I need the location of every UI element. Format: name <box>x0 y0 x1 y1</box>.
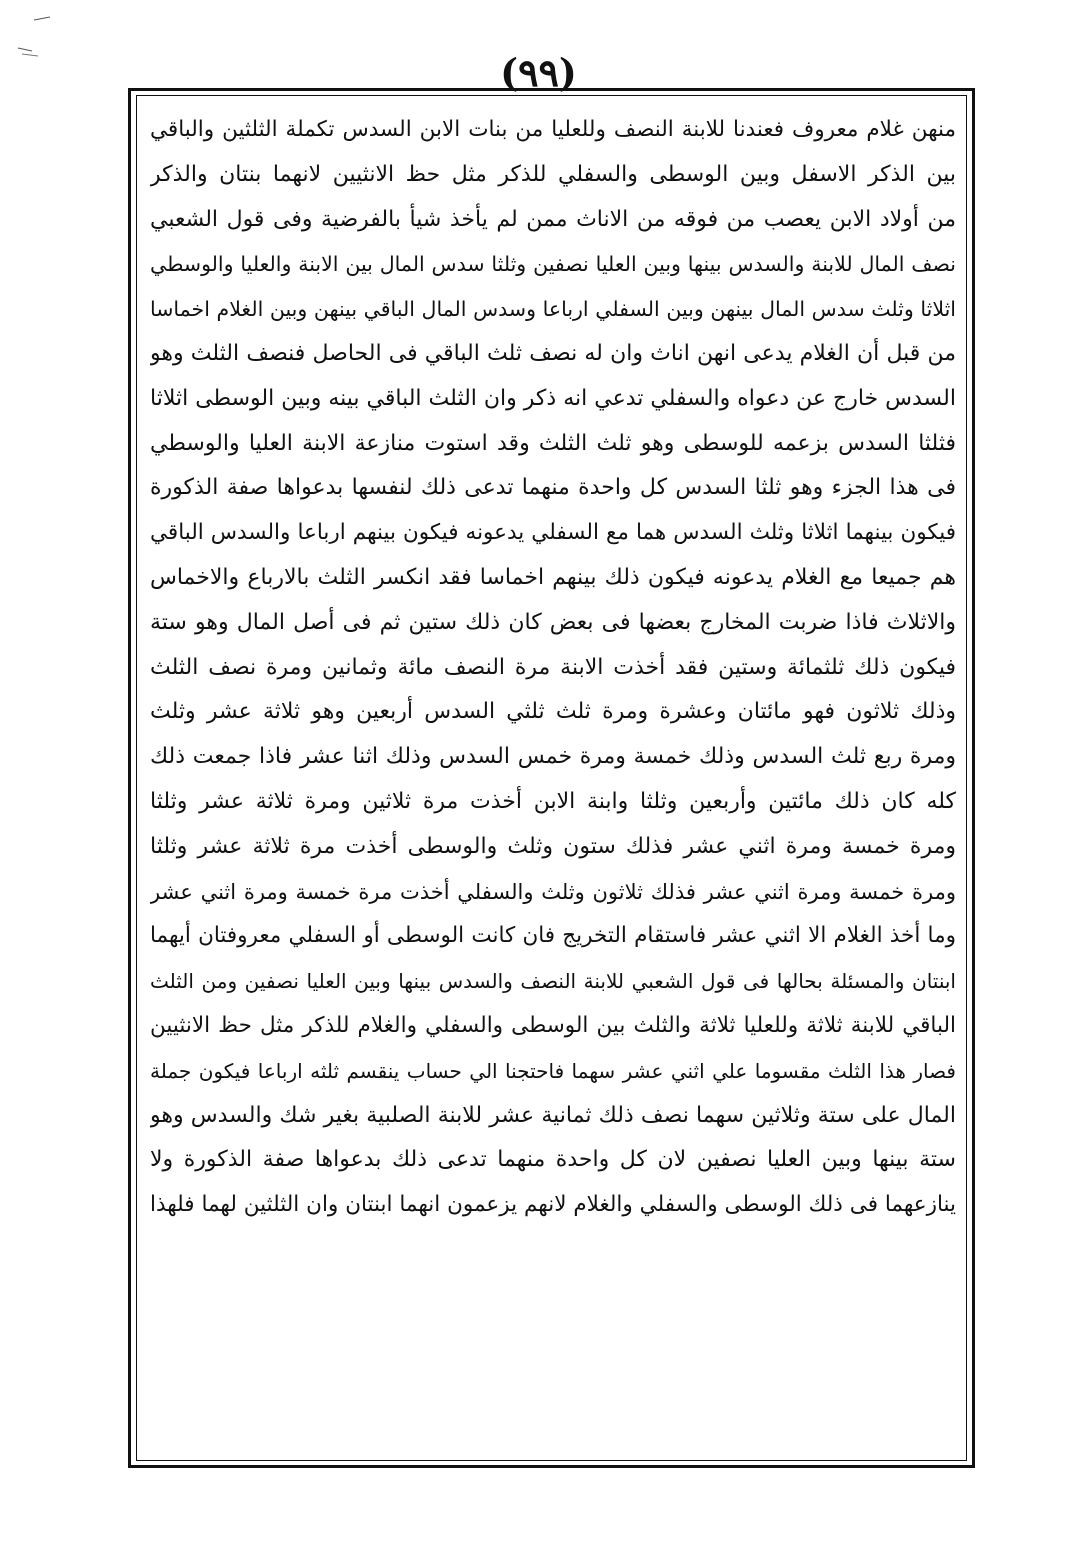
text-line: فيكون بينهما اثلاثا وثلث السدس هما مع السفلي يدعونه فيكون بينهم ارباعا والسدس الباقي <box>150 520 956 546</box>
text-line: منهن غلام معروف فعندنا للابنة النصف وللعليا من بنات الابن السدس تكملة الثلثين والباقي <box>150 117 956 142</box>
text-line: الباقي للابنة ثلاثة وللعليا ثلاثة والثلث بين الوسطى والسفلي والغلام للذكر مثل حظ الانثيين <box>150 1012 956 1038</box>
text-line: نصف المال للابنة والسدس بينها وبين العليا نصفين وثلثا سدس المال بين الابنة والعليا والوسطي <box>150 252 956 277</box>
text-line: ابنتان والمسئلة بحالها فى قول الشعبي للابنة النصف والسدس بينها وبين العليا نصفين ومن الثلث <box>150 969 956 994</box>
text-line: فثلثا السدس بزعمه للوسطى وهو ثلث الثلث وقد استوت منازعة الابنة العليا والوسطي <box>150 430 956 456</box>
text-line: وذلك ثلاثون فهو مائتان وعشرة ومرة ثلث ثلثي السدس أربعين وهو ثلاثة عشر وثلث <box>150 699 956 725</box>
text-line: والاثلاث فاذا ضربت المخارج بعضها فى بعض كان ذلك ستين ثم فى أصل المال وهو ستة <box>150 609 956 635</box>
text-line: السدس خارج عن دعواه والسفلي تدعي انه ذكر وان الثلث الباقي بينه وبين الوسطى اثلاثا <box>150 385 956 411</box>
text-line: ينازعهما فى ذلك الوسطى والسفلي والغلام لانهم يزعمون انهما ابنتان وان الثلثين لهما فلهذا <box>150 1192 956 1218</box>
text-line: وما أخذ الغلام الا اثني عشر فاستقام التخريج فان كانت الوسطى أو السفلي معروفتان أيهما <box>150 923 956 949</box>
text-line: ومرة خمسة ومرة اثني عشر فذلك ستون وثلث والوسطى أخذت مرة ثلاثة عشر وثلثا <box>150 833 956 859</box>
text-line: من قبل أن الغلام يدعى انهن اناث وان له نصف ثلث الباقي فى الحاصل فنصف الثلث وهو <box>150 340 956 366</box>
text-line: فيكون ذلك ثلثمائة وستين فقد أخذت الابنة مرة النصف مائة وثمانين ومرة نصف الثلث <box>150 654 956 680</box>
text-line: ستة بينها وبين العليا نصفين لان كل واحدة منهما تدعى ذلك بدعواها صفة الذكورة ولا <box>150 1147 956 1173</box>
text-line: فى هذا الجزء وهو ثلثا السدس كل واحدة منهما تدعى ذلك لنفسها بدعواها صفة الذكورة <box>150 475 956 501</box>
text-line: بين الذكر الاسفل وبين الوسطى والسفلي للذكر مثل حظ الانثيين لانهما بنتان والذكر <box>150 161 956 187</box>
text-line: كله كان ذلك مائتين وأربعين وثلثا وابنة الابن أخذت مرة ثلاثين ومرة ثلاثة عشر وثلثا <box>150 788 956 814</box>
text-line: ومرة خمسة ومرة اثني عشر فذلك ثلاثون وثلث والسفلي أخذت مرة خمسة ومرة اثني عشر <box>150 879 956 904</box>
text-line: هم جميعا مع الغلام يدعونه فيكون ذلك بينهم اخماسا فقد انكسر الثلث بالارباع والاخماس <box>150 564 956 590</box>
text-body <box>150 108 956 1453</box>
text-line: من أولاد الابن يعصب من فوقه من الاناث ممن لم يأخذ شيأ بالفرضية وفى قول الشعبي <box>150 206 956 232</box>
text-line: اثلاثا وثلث سدس المال بينهن وبين السفلي ارباعا وسدس المال الباقي بينهن وبين الغلام اخماسا <box>150 297 956 322</box>
text-line: فصار هذا الثلث مقسوما علي اثني عشر سهما فاحتجنا الي حساب ينقسم ثلثه ارباعا فيكون جملة <box>150 1058 956 1083</box>
page-number: (٩٩) <box>500 50 577 95</box>
text-line: ومرة ربع ثلث السدس وذلك خمسة ومرة خمس السدس وذلك اثنا عشر فاذا جمعت ذلك <box>150 744 956 770</box>
text-line: المال على ستة وثلاثين سهما نصف ذلك ثمانية عشر للابنة الصلبية بغير شك والسدس وهو <box>150 1102 956 1128</box>
